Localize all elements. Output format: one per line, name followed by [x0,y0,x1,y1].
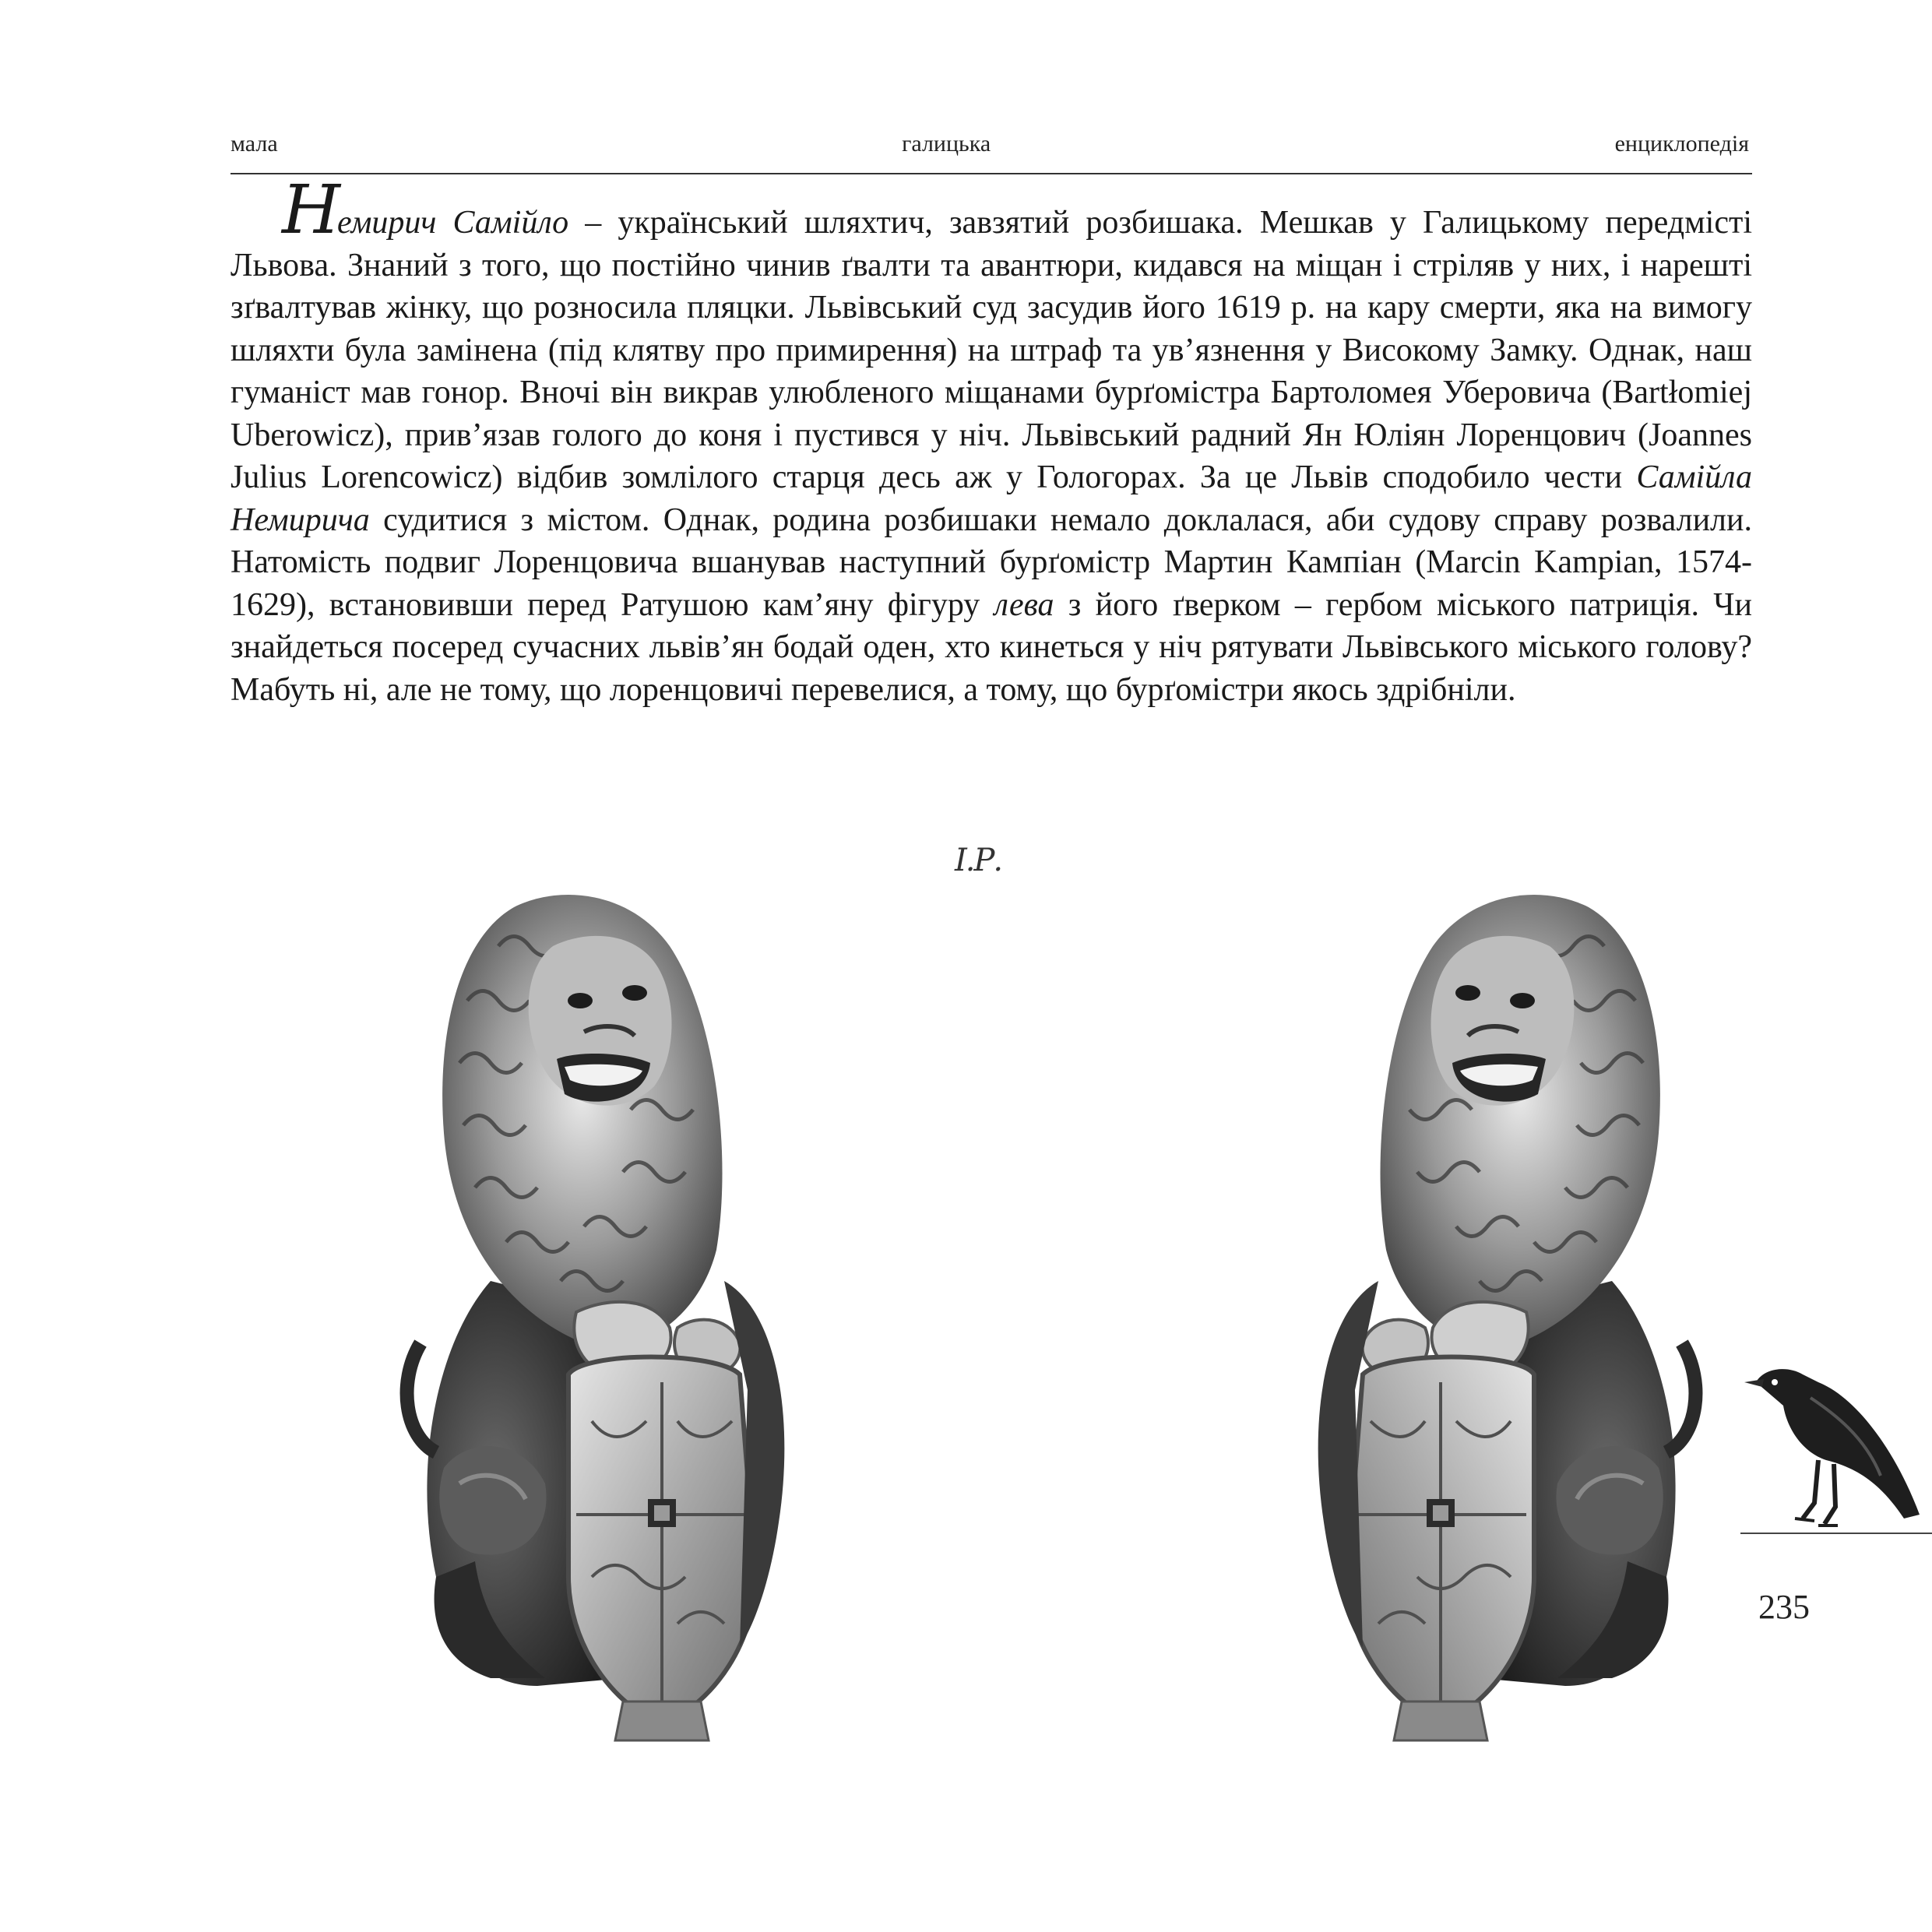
running-head-word-3: енциклопедія [1614,131,1749,157]
article-headword: емирич Самійло [337,205,569,241]
running-head [231,131,1749,157]
article-body [231,171,1752,711]
author-signature: І.Р. [955,843,1002,878]
article-paragraph [231,171,1752,711]
lion-sculpture-image-right [1153,876,1713,1760]
crow-illustration [1740,1351,1932,1574]
lion-sculpture-image-left [389,876,950,1760]
header-rule [231,173,1752,174]
page-number: 235 [1758,1588,1810,1626]
article-italic-name: Самійла Немирича [231,459,1752,538]
running-head-word-2: галицька [902,131,991,157]
article-text-part-1: – український шляхтич, завзятий розбишака. Мешкав у Галицькому передмісті Львова. Знаний з того, що постійно чинив ґвалти та авантюри, кидався на міщан і стріляв у них, і нарешті зґвалтував жінку, що розносила пляцки. Львівський суд засудив його 1619 р. на кару смерти, яка на вимогу шляхти була замінена (під клятву про примирення) на штраф та ув’язнення у Високому Замку. Однак, наш гуманіст мав гонор. Вночі він викрав улюбленого міщанами бурґомістра Бартоломея Уберовича (Bartłomiej Uberowicz), прив’язав голого до коня і пустився у ніч. Львівський радний Ян Юліян Лоренцович (Joannes Julius Lorencowicz) відбив зомлілого старця десь аж у Гологорах. За це Львів сподобило чести [231,205,1752,495]
article-text-part-2: судитися з містом. Однак, родина розбишаки немало доклалася, аби судову справу розвалили. Натомість подвиг Лоренцовича вшанував наступний бурґомістр Мартин Кампіан (Marcin Kampian, 1574-1629), встановивши перед Ратушою кам’яну фігуру [231,501,1752,623]
dropcap-letter: Н [282,171,337,249]
article-text-part-3: з його ґверком – гербом міського патриція. Чи знайдеться посеред сучасних львів’ян бодай оден, хто кинеться у ніч рятувати Львівського міського голову? Мабуть ні, але не тому, що лоренцовичі перевелися, а тому, що бурґомістри якось здрібніли. [231,586,1752,708]
running-head-word-1: мала [231,131,278,157]
article-italic-lion: лева [994,586,1054,623]
